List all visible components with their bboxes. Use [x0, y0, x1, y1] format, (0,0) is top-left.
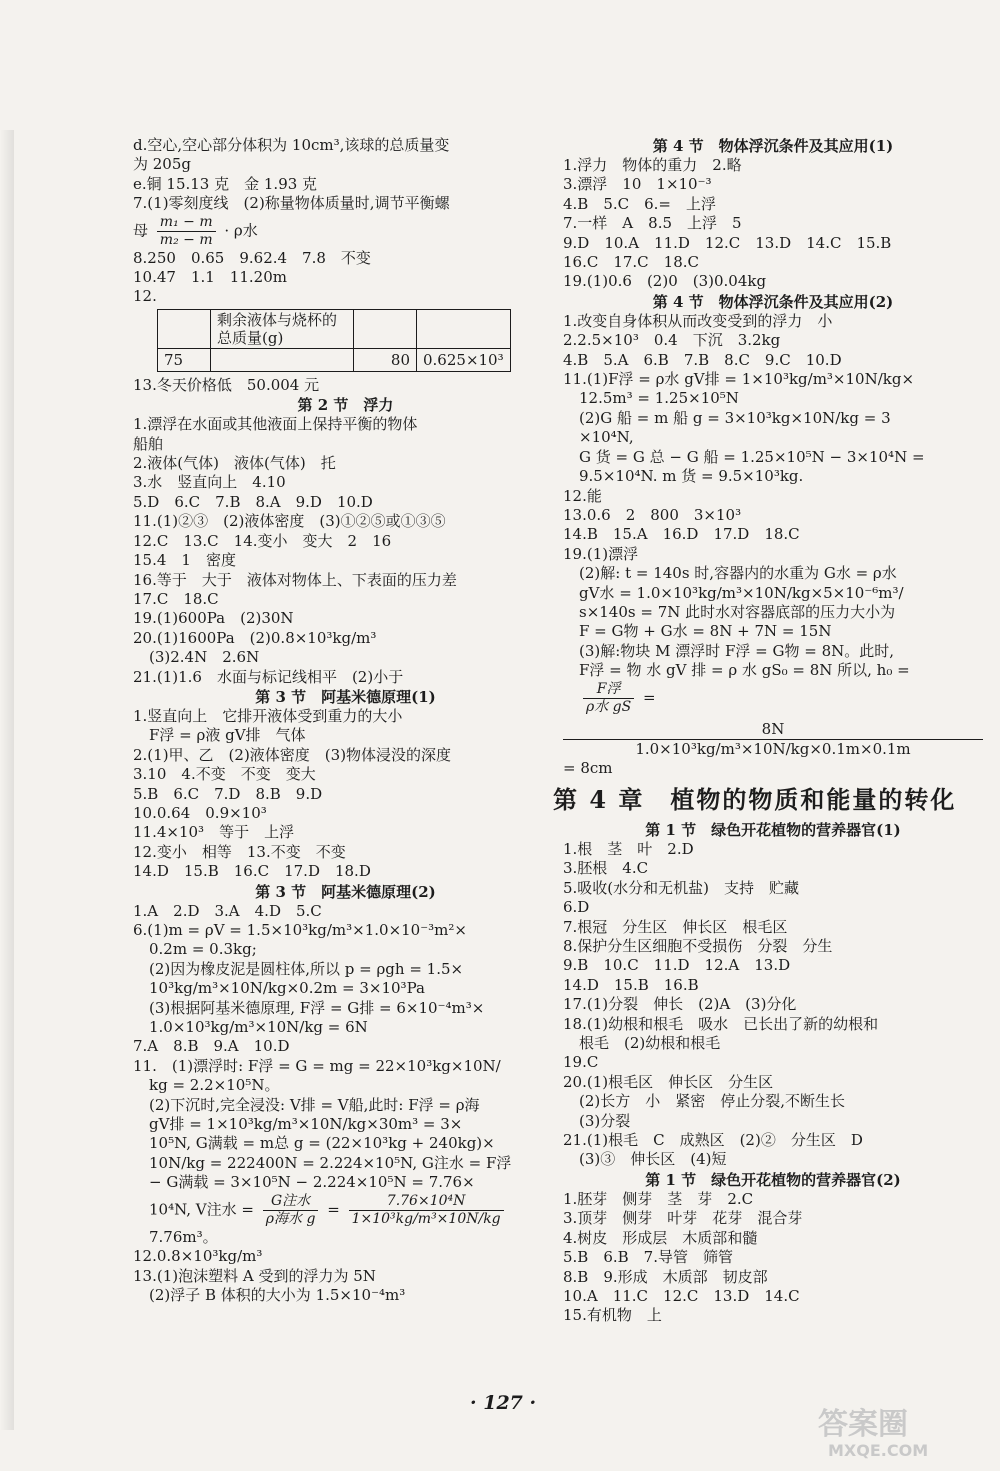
answer-line: 4.树皮 形成层 木质部和髓	[563, 1228, 758, 1247]
answer-line: 1.浮力 物体的重力 2.略	[563, 156, 742, 174]
fraction: $\frac{\text{F浮}}{\text{ρ水 gS}}$	[583, 681, 634, 716]
table-cell: 剩余液体与烧杯的总质量(g)	[211, 309, 354, 348]
answer-line: 7.一样 A 8.5 上浮 5	[563, 214, 742, 233]
answer-line: 13.(1)泡沫塑料 A 受到的浮力为 5N	[133, 1266, 376, 1285]
answer-line: 10.0.64 0.9×10³	[133, 803, 267, 822]
answer-line: 17.(1)分裂 伸长 (2)A (3)分化	[563, 995, 797, 1014]
answer-line: 1.A 2.D 3.A 4.D 5.C	[133, 901, 322, 920]
density-formula: 母 $\frac{\text{m₁ − m}}{\text{m₂ − m}}$ · ρ水	[133, 213, 258, 248]
answer-line: 7.(1)零刻度线 (2)称量物体质量时,调节平衡螺	[133, 194, 450, 213]
table-cell: 80	[354, 348, 417, 371]
section-heading: 第 3 节 阿基米德原理(2)	[255, 882, 436, 901]
section-heading: 第 1 节 绿色开花植物的营养器官(2)	[645, 1170, 901, 1189]
answer-line: 1.根 茎 叶 2.D	[563, 839, 694, 858]
answer-line: 7.76m³。	[149, 1227, 218, 1246]
answer-line: 1.漂浮在水面或其他液面上保持平衡的物体	[133, 415, 418, 434]
answer-line: (2)长方 小 紧密 停止分裂,不断生长	[579, 1092, 846, 1111]
table-cell	[417, 309, 511, 348]
section-heading: 第 4 节 物体浮沉条件及其应用(1)	[652, 137, 894, 155]
answer-line: 19.C	[563, 1053, 599, 1072]
answer-line: 10.A 11.C 12.C 13.D 14.C	[563, 1286, 800, 1305]
answer-line: 10.47 1.1 11.20m	[133, 268, 287, 287]
answer-line: 16.C 17.C 18.C	[563, 253, 699, 272]
answer-line: (2)G 船 = m 船 g = 3×10³kg×10N/kg = 3	[579, 408, 891, 427]
section-heading: 第 2 节 浮力	[297, 396, 394, 415]
answer-line: F浮 = ρ液 gV排 气体	[149, 726, 306, 745]
table-cell	[158, 309, 211, 348]
answer-line: 为 205g	[133, 155, 192, 174]
answer-line: 19.(1)漂浮	[563, 544, 639, 563]
section-heading: 第 3 节 阿基米德原理(1)	[255, 687, 436, 706]
answer-line: 6.D	[563, 898, 590, 917]
answer-line: (2)因为橡皮泥是圆柱体,所以 p = ρgh = 1.5×	[149, 959, 464, 978]
answer-line: 12.	[133, 287, 157, 306]
answer-line: 7.A 8.B 9.A 10.D	[133, 1037, 290, 1056]
answer-line: 15.4 1 密度	[133, 551, 236, 570]
answer-line: 7.根冠 分生区 伸长区 根毛区	[563, 917, 788, 936]
page-edge-shadow	[0, 130, 14, 1430]
table-cell: 0.625×10³	[417, 348, 511, 371]
answer-line: 20.(1)1600Pa (2)0.8×10³kg/m³	[133, 628, 377, 647]
answer-line: 2.(1)甲、乙 (2)液体密度 (3)物体浸没的深度	[133, 745, 452, 764]
answer-line: 21.(1)根毛 C 成熟区 (2)② 分生区 D	[563, 1131, 863, 1150]
answer-line: 3.漂浮 10 1×10⁻³	[563, 175, 712, 194]
answer-line: e.铜 15.13 克 金 1.93 克	[133, 174, 318, 193]
answer-line: 11.4×10³ 等于 上浮	[133, 823, 295, 842]
height-formula: $\frac{\text{F浮}}{\text{ρ水 gS}}$ =	[563, 681, 983, 716]
answer-line: = 8cm	[563, 758, 613, 777]
answer-line: 3.水 竖直向上 4.10	[133, 473, 286, 492]
answer-line: 14.D 15.B 16.B	[563, 975, 699, 994]
answer-line: 12.能	[563, 486, 602, 505]
answer-line: 船舶	[133, 434, 164, 453]
answer-line: 9.B 10.C 11.D 12.A 13.D	[563, 956, 791, 975]
answer-line: 3.胚根 4.C	[563, 859, 649, 878]
answer-line: 根毛 (2)幼根和根毛	[579, 1034, 721, 1053]
answer-line: (3)根据阿基米德原理, F浮 = G排 = 6×10⁻⁴m³×	[149, 998, 485, 1017]
answer-line: ×10⁴N,	[579, 428, 634, 447]
answer-line: 1.改变自身体积从而改变受到的浮力 小	[563, 311, 833, 330]
answer-line: (3)2.4N 2.6N	[149, 648, 260, 667]
answer-line: 9.5×10⁴N. m 货 = 9.5×10³kg.	[579, 467, 804, 486]
page-number: · 127 ·	[470, 1392, 537, 1414]
answer-line: 12.C 13.C 14.变小 变大 2 16	[133, 531, 392, 550]
answer-line: F = G物 + G水 = 8N + 7N = 15N	[579, 622, 832, 641]
answer-line: G 货 = G 总 − G 船 = 1.25×10⁵N − 3×10⁴N =	[579, 447, 925, 466]
answer-line: 10⁵N, G满载 = m总 g = (22×10³kg + 240kg)×	[149, 1134, 495, 1153]
answer-line: 1.胚芽 侧芽 茎 芽 2.C	[563, 1189, 754, 1208]
answer-line: 13.0.6 2 800 3×10³	[563, 505, 742, 524]
answer-line: d.空心,空心部分体积为 10cm³,该球的总质量变	[133, 136, 450, 154]
answer-line: (2)解: t = 140s 时,容器内的水重为 G水 = ρ水	[579, 564, 897, 583]
answer-line: gV水 = 1.0×10³kg/m³×10N/kg×5×10⁻⁶m³/	[579, 583, 904, 602]
answer-line: kg = 2.2×10⁵N。	[149, 1076, 280, 1095]
answer-line: 4.B 5.C 6.= 上浮	[563, 194, 717, 213]
answer-line: 1.竖直向上 它排开液体受到重力的大小	[133, 706, 403, 725]
height-calculation: 8N 1.0×10³kg/m³×10N/kg×0.1m×0.1m	[563, 720, 983, 759]
answer-line: 3.10 4.不变 不变 变大	[133, 765, 316, 784]
answer-line: F浮 = 物 水 gV 排 = ρ 水 gS₀ = 8N 所以, h₀ =	[579, 661, 910, 680]
answer-line: (3)③ 伸长区 (4)短	[579, 1150, 727, 1169]
answer-line: 0.2m = 0.3kg;	[149, 940, 257, 959]
answer-line: 11.(1)②③ (2)液体密度 (3)①②⑤或①③⑤	[133, 512, 446, 531]
answer-line: 5.吸收(水分和无机盐) 支持 贮藏	[563, 878, 800, 897]
answer-line: 2.2.5×10³ 0.4 下沉 3.2kg	[563, 331, 781, 350]
left-column	[133, 136, 558, 1305]
table-cell	[211, 348, 354, 371]
answer-line: 10³kg/m³×10N/kg×0.2m = 3×10³Pa	[149, 979, 425, 998]
answer-line: 17.C 18.C	[133, 589, 219, 608]
table-cell: 75	[158, 348, 211, 371]
answer-line: 15.有机物 上	[563, 1306, 662, 1325]
answer-line: 1.0×10³kg/m³×10N/kg = 6N	[149, 1018, 368, 1037]
section-heading: 第 1 节 绿色开花植物的营养器官(1)	[645, 820, 901, 839]
answer-line: (2)下沉时,完全浸没: V排 = V船,此时: F浮 = ρ海	[149, 1095, 480, 1114]
watermark-logo	[810, 1400, 990, 1460]
answer-line: − G满载 = 3×10⁵N − 2.224×10⁵N = 7.76×	[149, 1173, 475, 1192]
answer-line: 8.保护分生区细胞不受损伤 分裂 分生	[563, 937, 833, 955]
answer-line: 14.D 15.B 16.C 17.D 18.D	[133, 862, 371, 881]
answer-line: 10N/kg = 222400N = 2.224×10⁵N, G注水 = F浮	[149, 1153, 512, 1172]
answer-line: 14.B 15.A 16.D 17.D 18.C	[563, 525, 800, 544]
answer-line: 12.5m³ = 1.25×10⁵N	[579, 389, 739, 408]
answer-line: 9.D 10.A 11.D 12.C 13.D 14.C 15.B	[563, 233, 892, 252]
answer-line: 8.250 0.65 9.62.4 7.8 不变	[133, 248, 371, 267]
answer-line: 20.(1)根毛区 伸长区 分生区	[563, 1072, 774, 1091]
answer-line: 4.B 5.A 6.B 7.B 8.C 9.C 10.D	[563, 350, 842, 369]
answer-table	[157, 309, 511, 372]
answer-line: 5.D 6.C 7.B 8.A 9.D 10.D	[133, 492, 373, 511]
volume-formula: 10⁴N, V注水 = $\frac{\text{G注水}}{\text{ρ海水 g}}$ = $\frac{\text{7.76×10⁴N}}{\text{1×10³kg/m³×10N/kg}}$	[133, 1193, 558, 1228]
answer-line: 5.B 6.C 7.D 8.B 9.D	[133, 784, 323, 803]
answer-line: 12.变小 相等 13.不变 不变	[133, 842, 346, 861]
answer-line: 18.(1)幼根和根毛 吸水 已长出了新的幼根和	[563, 1014, 879, 1033]
fraction: $\frac{\text{m₁ − m}}{\text{m₂ − m}}$	[157, 214, 216, 249]
answer-line: 11. (1)漂浮时: F浮 = G = mg = 22×10³kg×10N/	[133, 1056, 501, 1075]
answer-line: 11.(1)F浮 = ρ水 gV排 = 1×10³kg/m³×10N/kg×	[563, 370, 915, 389]
answer-line: 3.顶芽 侧芽 叶芽 花芽 混合芽	[563, 1209, 803, 1228]
fraction: $\frac{\text{G注水}}{\text{ρ海水 g}}$	[263, 1193, 319, 1228]
answer-line: (3)分裂	[579, 1111, 631, 1130]
answer-line: 19.(1)0.6 (2)0 (3)0.04kg	[563, 272, 767, 291]
watermark-title: 答案圈	[818, 1407, 908, 1442]
answer-line: (3)解:物块 M 漂浮时 F浮 = G物 = 8N。此时,	[579, 641, 895, 660]
answer-line: 12.0.8×10³kg/m³	[133, 1247, 263, 1266]
answer-line: 16.等于 大于 液体对物体上、下表面的压力差	[133, 570, 457, 589]
answer-line: s×140s = 7N 此时水对容器底部的压力大小为	[579, 602, 896, 621]
answer-line: 6.(1)m = ρV = 1.5×10³kg/m³×1.0×10⁻³m²×	[133, 921, 467, 939]
answer-line: 8.B 9.形成 木质部 韧皮部	[563, 1267, 768, 1286]
watermark-url: MXQE.COM	[828, 1441, 929, 1460]
answer-line: 13.冬天价格低 50.004 元	[133, 375, 320, 394]
answer-line: 21.(1)1.6 水面与标记线相平 (2)小于	[133, 667, 404, 686]
answer-line: gV排 = 1×10³kg/m³×10N/kg×30m³ = 3×	[149, 1115, 463, 1134]
answer-line: (2)浮子 B 体积的大小为 1.5×10⁻⁴m³	[149, 1285, 406, 1304]
section-heading: 第 4 节 物体浮沉条件及其应用(2)	[652, 292, 894, 311]
fraction: $\frac{\text{7.76×10⁴N}}{\text{1×10³kg/m³×10N/kg}}$	[349, 1193, 504, 1228]
right-column	[553, 136, 983, 1326]
chapter-heading: 第 4 章 植物的物质和能量的转化	[553, 784, 957, 814]
answer-line: 2.液体(气体) 液体(气体) 托	[133, 454, 336, 473]
answer-line: 19.(1)600Pa (2)30N	[133, 609, 294, 628]
table-cell	[354, 309, 417, 348]
answer-line: 5.B 6.B 7.导管 筛管	[563, 1248, 733, 1267]
